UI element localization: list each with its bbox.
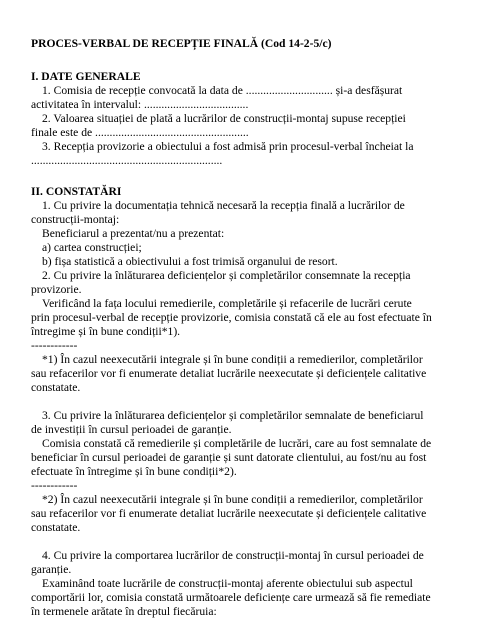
- paragraph-line: Comisia constată că remedierile și completările de lucrări, care au fost semnalate de: [42, 437, 432, 450]
- footnote-line: sau refacerilor vor fi enumerate detaliat lucrările neexecutate și deficiențele calitative: [31, 507, 427, 520]
- paragraph-line: comportării lor, comisia constată următoarele deficiențe care urmează să fie remediate: [31, 591, 431, 604]
- paragraph-line: a) cartea construcției;: [42, 241, 142, 254]
- footnote-line: *1) În cazul neexecutării integrale și în bune condiții a remedierilor, completărilor: [42, 353, 423, 366]
- footnote-line: sau refacerilor vor fi enumerate detaliat lucrările neexecutate și deficiențele calitative: [31, 367, 427, 380]
- paragraph-line: Verificând la fața locului remedierile, completările și refacerile de lucrări cerute: [42, 297, 412, 310]
- footnote-line: *2) În cazul neexecutării integrale și în bune condiții a remedierilor, completărilor: [42, 493, 423, 506]
- paragraph-line: construcții-montaj:: [31, 213, 120, 226]
- footnote-line: constatate.: [31, 381, 81, 394]
- paragraph-line: garanție.: [31, 563, 72, 576]
- paragraph-line: în termenele arătate în dreptul fiecăruia:: [31, 605, 217, 618]
- paragraph-line: efectuate în întregime și în bune condiții*2).: [31, 465, 237, 478]
- paragraph-line: prin procesul-verbal de recepție provizorie, comisia constată că ele au fost efectuate în: [31, 311, 432, 324]
- paragraph-line: de investiții în cursul perioadei de garanție.: [31, 423, 232, 436]
- paragraph-line: Beneficiarul a prezentat/nu a prezentat:: [42, 227, 225, 240]
- paragraph-line: b) fișa statistică a obiectivului a fost trimisă organului de resort.: [42, 255, 338, 268]
- paragraph-line: 1. Cu privire la documentația tehnică necesară la recepția finală a lucrărilor de: [42, 199, 405, 212]
- section-heading-constatari: II. CONSTATĂRI: [31, 185, 122, 198]
- paragraph-line: 2. Valoarea situației de plată a lucrărilor de construcții-montaj supuse recepției: [42, 112, 406, 125]
- paragraph-line: finale este de .....................................................: [31, 126, 249, 139]
- footnote-separator: ------------: [31, 339, 78, 352]
- section-heading-date-generale: I. DATE GENERALE: [31, 70, 141, 83]
- paragraph-line: 2. Cu privire la înlăturarea deficiențelor și completărilor consemnate la recepția: [42, 269, 411, 282]
- paragraph-line: beneficiar în cursul perioadei de garanție și sunt datorate clientului, au fost/nu au fost: [31, 451, 427, 464]
- paragraph-line: Examinând toate lucrările de construcții-montaj aferente obiectului sub aspectul: [42, 577, 413, 590]
- document-title: PROCES-VERBAL DE RECEPȚIE FINALĂ (Cod 14-2-5/c): [31, 37, 332, 50]
- paragraph-line: ..................................................................: [31, 154, 223, 167]
- footnote-separator: ------------: [31, 479, 78, 492]
- paragraph-line: provizorie.: [31, 283, 82, 296]
- paragraph-line: 3. Recepția provizorie a obiectului a fost admisă prin procesul-verbal încheiat la: [42, 140, 414, 153]
- paragraph-line: 3. Cu privire la înlăturarea deficiențelor și completărilor semnalate de beneficiarul: [42, 409, 424, 422]
- paragraph-line: activitatea în intervalul: ....................................: [31, 98, 249, 111]
- paragraph-line: 4. Cu privire la comportarea lucrărilor de construcții-montaj în cursul perioadei de: [42, 549, 424, 562]
- paragraph-line: 1. Comisia de recepție convocată la data de .............................. și-a desfășurat: [42, 84, 403, 97]
- footnote-line: constatate.: [31, 521, 81, 534]
- paragraph-line: întregime și în bune condiții*1).: [31, 325, 181, 338]
